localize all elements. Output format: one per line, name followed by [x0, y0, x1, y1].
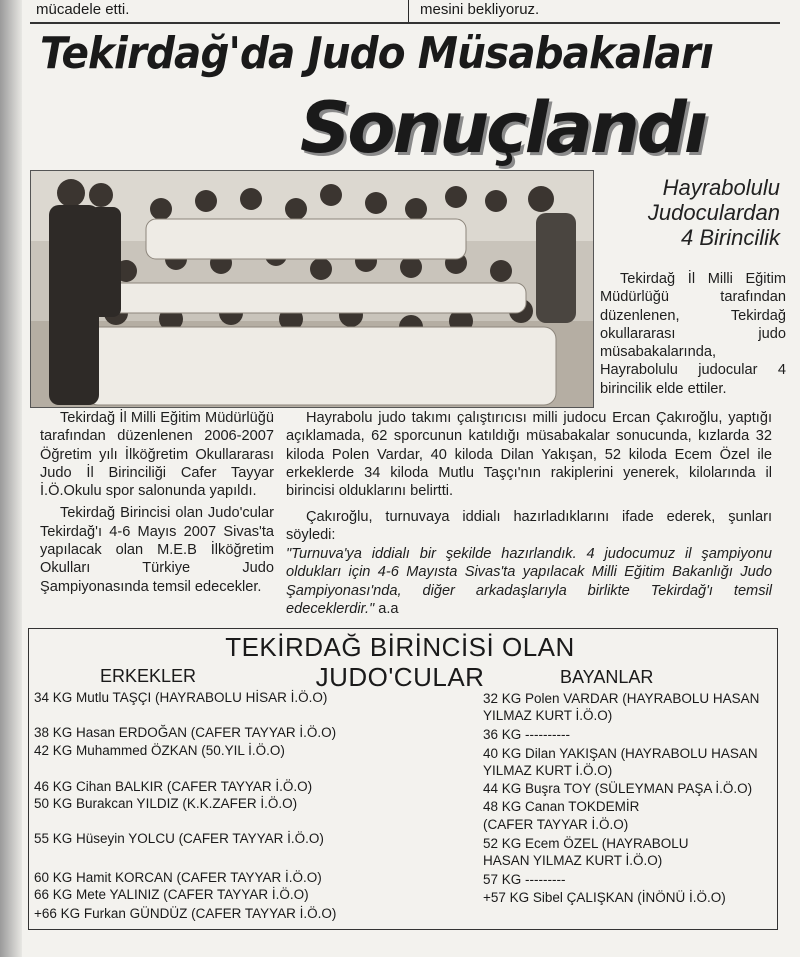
men-result: 60 KG Hamit KORCAN (CAFER TAYYAR İ.Ö.O): [34, 870, 322, 885]
subheadline-line: Hayrabolulu: [662, 175, 780, 200]
left-paragraph: Tekirdağ İl Milli Eğitim Müdürlüğü tarafından düzenlenen 2006-2007 Öğretim yılı İlköğretim Okullararası Judo İl Birinciliği Cafer Tayyar İ.Ö.Okulu spor salonunda yapıldı.: [40, 410, 274, 500]
men-result: 42 KG Muhammed ÖZKAN (50.YIL İ.Ö.O): [34, 743, 285, 758]
women-result: 52 KG Ecem ÖZEL (HAYRABOLU: [483, 836, 689, 851]
men-result: +66 KG Furkan GÜNDÜZ (CAFER TAYYAR İ.Ö.O): [34, 906, 337, 921]
men-heading: ERKEKLER: [100, 666, 197, 686]
quote-text: "Turnuva'ya iddialı bir şekilde hazırlandık. 4 judocumuz il şampiyonu oldukları için 4-6 Mayısta Sivas'ta yapılacak Milli Eğitim Bakanlığı Judo Şampiyonası'nda, diğer arkadaşlarıyla birlikte Tekirdağ'ı temsil edeceklerdir.": [286, 546, 772, 617]
left-column: [40, 409, 274, 596]
men-result: 34 KG Mutlu TAŞÇI (HAYRABOLU HİSAR İ.Ö.O): [34, 690, 328, 705]
team-photo: [30, 170, 594, 408]
women-result: 57 KG ---------: [483, 872, 566, 887]
subheadline: [598, 175, 780, 250]
top-divider: [30, 22, 780, 24]
men-result: 50 KG Burakcan YILDIZ (K.K.ZAFER İ.Ö.O): [34, 796, 298, 811]
quote-intro: Çakıroğlu, turnuvaya iddialı hazırladıklarını ifade ederek, şunları söyledi:: [286, 509, 772, 544]
men-result: 38 KG Hasan ERDOĞAN (CAFER TAYYAR İ.Ö.O): [34, 725, 337, 740]
men-result: 55 KG Hüseyin YOLCU (CAFER TAYYAR İ.Ö.O): [34, 831, 324, 846]
intro-paragraph: [600, 270, 786, 398]
subheadline-line: 4 Birincilik: [680, 225, 780, 250]
quote-signature: a.a: [378, 600, 399, 617]
team-photo-image: [31, 171, 593, 407]
intro-text: Tekirdağ İl Milli Eğitim Müdürlüğü tarafından düzenlenen, Tekirdağ okullararası judo müsabakalarında, Hayrabolulu judocular 4 birincilik elde ettiler.: [600, 271, 786, 397]
left-paragraph: Tekirdağ Birincisi olan Judo'cular Tekirdağ'ı 4-6 Mayıs 2007 Sivas'ta yapılacak olan M.E.B İlköğretim Okulları Türkiye Judo Şampiyonasında temsil edecekler.: [40, 505, 274, 595]
previous-article-text-right: mesini bekliyoruz.: [420, 1, 540, 18]
column-divider: [408, 0, 409, 22]
women-result: 40 KG Dilan YAKIŞAN (HAYRABOLU HASAN: [483, 746, 758, 761]
quote-block: [286, 545, 772, 618]
subheadline-line: Judoculardan: [647, 200, 780, 225]
women-result: 36 KG ----------: [483, 727, 570, 742]
men-result: 46 KG Cihan BALKIR (CAFER TAYYAR İ.Ö.O): [34, 779, 313, 794]
women-result: HASAN YILMAZ KURT İ.Ö.O): [483, 853, 663, 868]
men-result: 66 KG Mete YALINIZ (CAFER TAYYAR İ.Ö.O): [34, 887, 309, 902]
women-result: 32 KG Polen VARDAR (HAYRABOLU HASAN: [483, 691, 760, 706]
women-heading: BAYANLAR: [560, 667, 654, 687]
results-title: TEKİRDAĞ BİRİNCİSİ OLAN JUDO'CULAR: [225, 632, 575, 692]
women-result: YILMAZ KURT İ.Ö.O): [483, 763, 613, 778]
previous-article-text-left: mücadele etti.: [36, 1, 130, 18]
headline: Tekirdağ'da Judo Müsabakaları: [39, 28, 713, 79]
previous-article-strip: [0, 0, 800, 22]
women-result: 48 KG Canan TOKDEMİR: [483, 799, 640, 814]
women-result: +57 KG Sibel ÇALIŞKAN (İNÖNÜ İ.Ö.O): [483, 890, 726, 905]
women-result: (CAFER TAYYAR İ.Ö.O): [483, 817, 629, 832]
headline-emphasis: Sonuçlandı: [300, 87, 705, 169]
page-edge-shadow: [0, 0, 22, 957]
women-result: 44 KG Buşra TOY (SÜLEYMAN PAŞA İ.Ö.O): [483, 781, 753, 796]
main-paragraph: Hayrabolu judo takımı çalıştırıcısı milli judocu Ercan Çakıroğlu, yaptığı açıklamada, 62 sporcunun katıldığı müsabakalar sonucunda, kızlarda 32 kiloda Polen Vardar, 40 kiloda Dilan Yakışan, 52 kiloda Ecem Özel ile erkeklerde 34 kiloda Mutlu Taşçı'nın rakiplerini yenerek, kilolarında il birincisi olduklarını belirtti.: [286, 410, 772, 500]
women-result: YILMAZ KURT İ.Ö.O): [483, 708, 613, 723]
